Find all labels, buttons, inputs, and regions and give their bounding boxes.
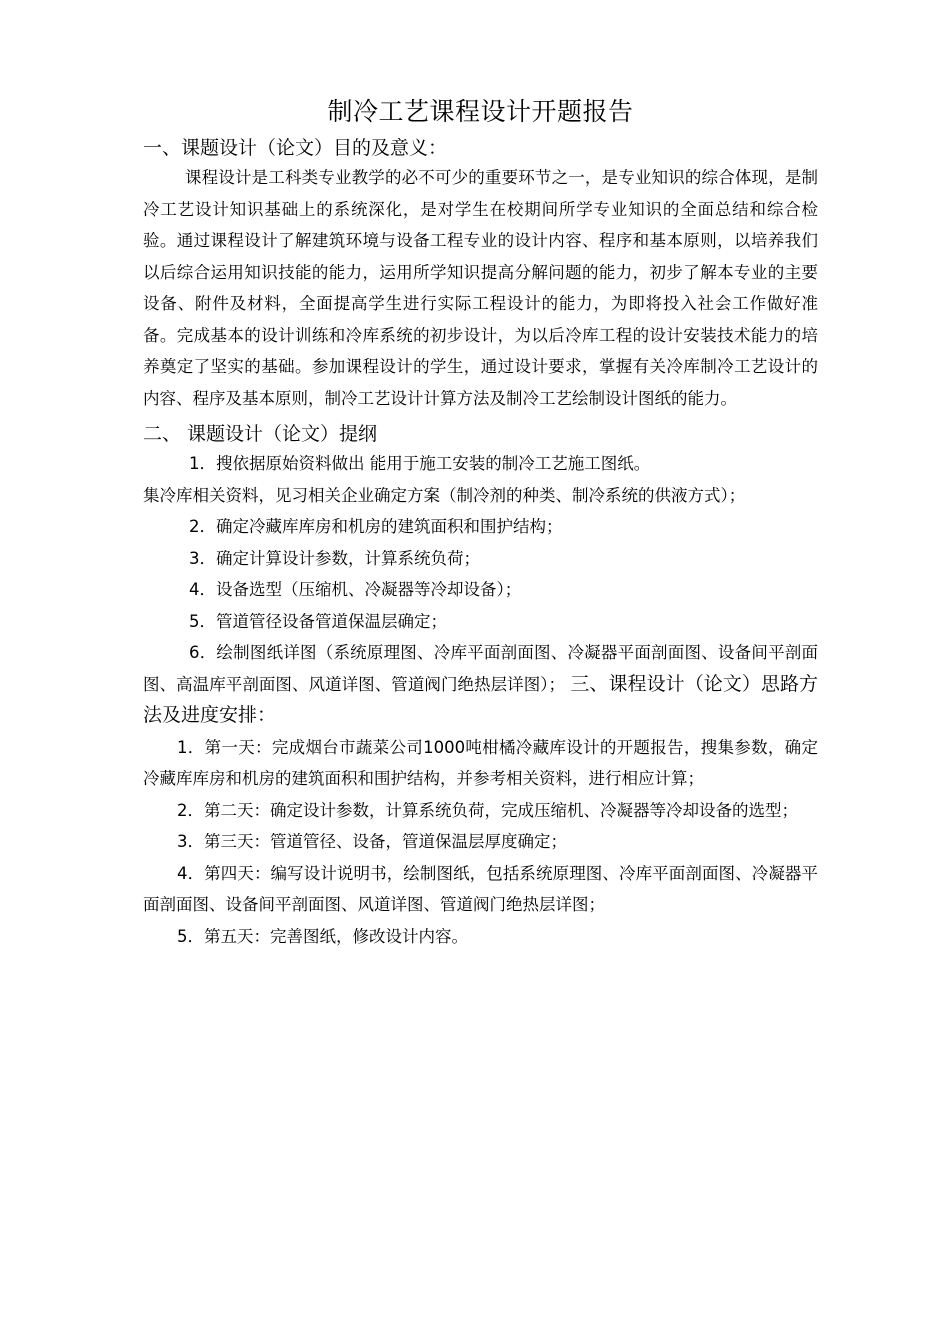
- schedule-day-2: 2．第二天：确定设计参数，计算系统负荷，完成压缩机、冷凝器等冷却设备的选型；: [177, 800, 798, 820]
- schedule-day-4: 4．第四天：编写设计说明书，绘制图纸，包括系统原理图、冷库平面剖面图、冷凝器平面剖面图、设备间平剖面图、风道详图、管道阀门绝热层详图；: [143, 863, 818, 914]
- outline-item-6-text: 6．绘制图纸详图（系统原理图、冷库平面剖面图、冷凝器平面剖面图、设备间平剖面图、高温库平剖面图、风道详图、管道阀门绝热层详图）；: [143, 643, 818, 694]
- outline-item-5: 5．管道管径设备管道保温层确定；: [189, 611, 447, 631]
- schedule-day-3: 3．第三天：管道管径、设备，管道保温层厚度确定；: [177, 832, 567, 851]
- outline-item-6: [143, 637, 818, 732]
- document-page: [143, 92, 818, 952]
- section3-heading: 三、课程设计（论文）思路方法及进度安排：: [143, 672, 819, 726]
- section1-body: 课程设计是工科类专业教学的必不可少的重要环节之一，是专业知识的综合体现，是制冷工艺设计知识基础上的系统深化，是对学生在校期间所学专业知识的全面总结和综合检验。通过课程设计了解建筑环境与设备工程专业的设计内容、程序和基本原则，以培养我们以后综合运用知识技能的能力，运用所学知识提高分解问题的能力，初步了解本专业的主要设备、附件及材料，全面提高学生进行实际工程设计的能力，为即将投入社会工作做好准备。完成基本的设计训练和冷库系统的初步设计，为以后冷库工程的设计安装技术能力的培养奠定了坚实的基础。参加课程设计的学生，通过设计要求，掌握有关冷库制冷工艺设计的内容、程序及基本原则，制冷工艺设计计算方法及制冷工艺绘制设计图纸的能力。: [143, 168, 818, 408]
- outline-item-1: 1．搜依据原始资料做出 能用于施工安装的制冷工艺施工图纸。: [189, 454, 651, 473]
- outline-item-3: 3．确定计算设计参数，计算系统负荷；: [189, 548, 480, 568]
- schedule-day-1: 1．第一天：完成烟台市蔬菜公司1000吨柑橘冷藏库设计的开题报告，搜集参数，确定冷藏库库房和机房的建筑面积和围护结构，并参考相关资料，进行相应计算；: [143, 737, 818, 788]
- outline-item-1-continuation: 集冷库相关资料，见习相关企业确定方案（制冷剂的种类、制冷系统的供液方式）；: [143, 485, 746, 505]
- outline-item-2: 2．确定冷藏库库房和机房的建筑面积和围护结构；: [189, 517, 563, 536]
- schedule-day-5: 5．第五天：完善图纸，修改设计内容。: [177, 926, 468, 946]
- document-title: 制冷工艺课程设计开题报告: [327, 97, 634, 126]
- section2-heading: 二、 课题设计（论文）提纲: [143, 423, 378, 445]
- section1-heading: 一、课题设计（论文）目的及意义：: [143, 137, 448, 159]
- outline-item-4: 4．设备选型（压缩机、冷凝器等冷却设备）；: [189, 580, 522, 599]
